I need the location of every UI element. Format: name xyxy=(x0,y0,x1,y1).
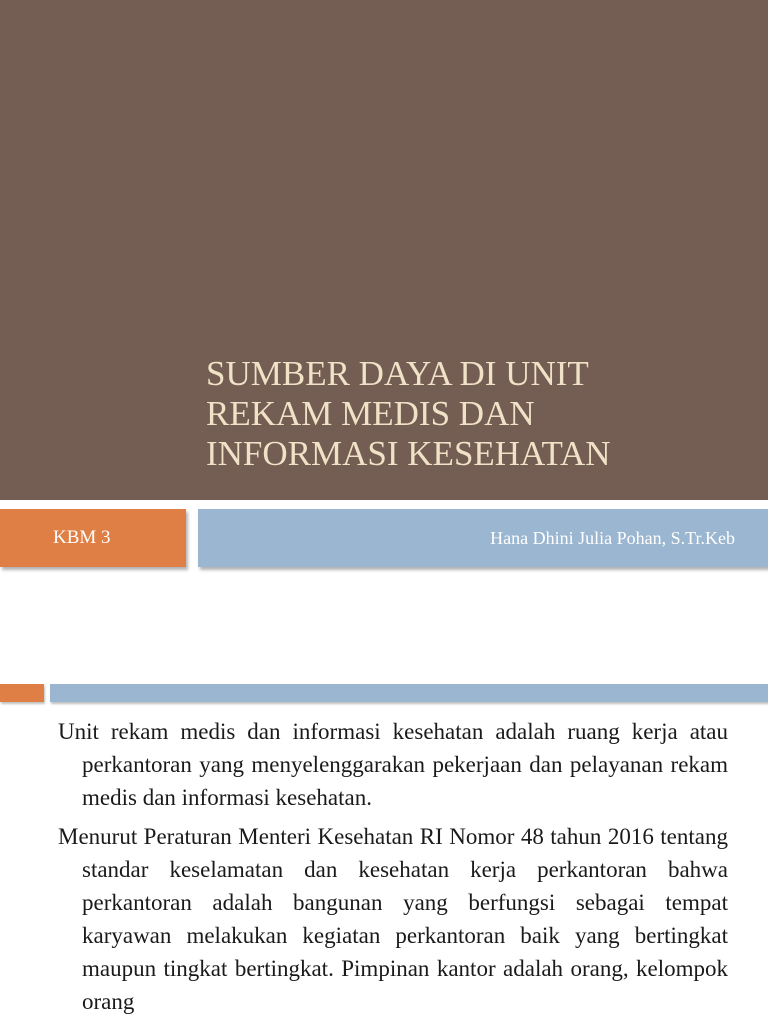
slide-body xyxy=(58,715,728,1024)
author-name: Hana Dhini Julia Pohan, S.Tr.Keb xyxy=(490,528,735,548)
session-label: KBM 3 xyxy=(53,527,111,548)
body-paragraph-2: Menurut Peraturan Menteri Kesehatan RI Nomor 48 tahun 2016 tentang standar keselamatan dan kesehatan kerja perkantoran bahwa perkantoran adalah bangunan yang berfungsi sebagai tempat karyawan melakukan kegiatan perkantoran baik yang bertingkat maupun tingkat bertingkat. Pimpinan kantor adalah orang, kelompok orang xyxy=(58,824,728,1014)
title-slide-background xyxy=(0,0,768,500)
slide-title-line-1: SUMBER DAYA DI UNIT xyxy=(206,354,589,393)
header-accent-blue-bar xyxy=(50,684,768,702)
header-accent-orange-bar xyxy=(0,684,44,702)
session-label-box xyxy=(0,509,186,567)
slide-title xyxy=(206,354,746,474)
author-box xyxy=(198,509,768,567)
body-paragraph-1: Unit rekam medis dan informasi kesehatan adalah ruang kerja atau perkantoran yang menyelenggarakan pekerjaan dan pelayanan rekam medis dan informasi kesehatan. xyxy=(58,719,728,810)
slide-title-line-2: REKAM MEDIS DAN xyxy=(206,394,535,433)
slide-title-line-3: INFORMASI KESEHATAN xyxy=(206,434,611,473)
